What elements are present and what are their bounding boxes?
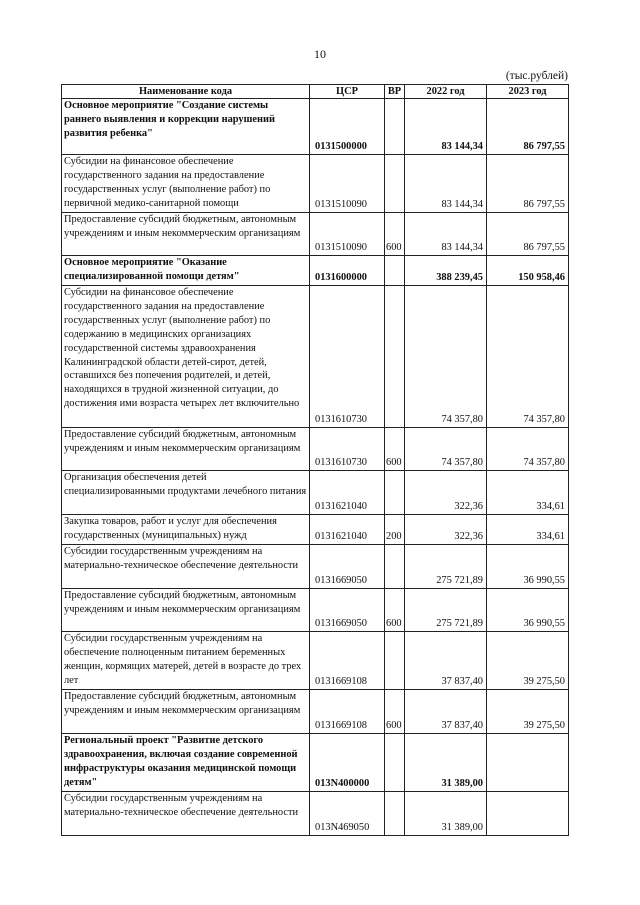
row-vr-code bbox=[385, 256, 405, 286]
table-row bbox=[62, 734, 569, 792]
row-vr-code bbox=[385, 155, 405, 213]
row-amount-2022: 31 389,00 bbox=[405, 734, 487, 792]
table-row bbox=[62, 155, 569, 213]
row-amount-2022: 322,36 bbox=[405, 515, 487, 545]
table-row bbox=[62, 286, 569, 428]
row-amount-2023: 86 797,55 bbox=[487, 99, 569, 155]
row-vr-code bbox=[385, 286, 405, 428]
table-row bbox=[62, 428, 569, 471]
row-amount-2022: 322,36 bbox=[405, 471, 487, 515]
row-csr-code: 0131500000 bbox=[310, 99, 385, 155]
row-csr-code: 0131621040 bbox=[310, 471, 385, 515]
header-vr: ВР bbox=[385, 85, 405, 99]
row-amount-2023: 74 357,80 bbox=[487, 428, 569, 471]
row-amount-2022: 83 144,34 bbox=[405, 155, 487, 213]
row-name: Субсидии государственным учреждениям на материально-техническое обеспечение деятельности bbox=[62, 792, 310, 836]
row-name: Субсидии государственным учреждениям на обеспечение полноценным питанием беременных женщин, кормящих матерей, детей в возрасте до трех лет bbox=[62, 632, 310, 690]
row-name: Организация обеспечения детей специализированными продуктами лечебного питания bbox=[62, 471, 310, 515]
row-amount-2023: 39 275,50 bbox=[487, 690, 569, 734]
row-amount-2023 bbox=[487, 792, 569, 836]
header-csr: ЦСР bbox=[310, 85, 385, 99]
row-amount-2023: 86 797,55 bbox=[487, 155, 569, 213]
table-row bbox=[62, 632, 569, 690]
row-vr-code bbox=[385, 734, 405, 792]
budget-table bbox=[61, 84, 569, 836]
row-csr-code: 0131621040 bbox=[310, 515, 385, 545]
units-label: (тыс.рублей) bbox=[505, 70, 568, 82]
table-row bbox=[62, 99, 569, 155]
row-vr-code bbox=[385, 792, 405, 836]
row-amount-2022: 275 721,89 bbox=[405, 545, 487, 589]
row-amount-2022: 388 239,45 bbox=[405, 256, 487, 286]
row-csr-code: 0131669050 bbox=[310, 545, 385, 589]
row-vr-code bbox=[385, 471, 405, 515]
row-amount-2022: 31 389,00 bbox=[405, 792, 487, 836]
row-amount-2022: 37 837,40 bbox=[405, 690, 487, 734]
row-name: Предоставление субсидий бюджетным, автономным учреждениям и иным некоммерческим организациям bbox=[62, 690, 310, 734]
row-name: Предоставление субсидий бюджетным, автономным учреждениям и иным некоммерческим организациям bbox=[62, 213, 310, 256]
header-name: Наименование кода bbox=[62, 85, 310, 99]
table-row bbox=[62, 545, 569, 589]
row-amount-2022: 83 144,34 bbox=[405, 213, 487, 256]
row-amount-2023 bbox=[487, 734, 569, 792]
row-vr-code bbox=[385, 99, 405, 155]
table-row bbox=[62, 471, 569, 515]
row-vr-code: 600 bbox=[385, 428, 405, 471]
row-amount-2023: 74 357,80 bbox=[487, 286, 569, 428]
row-csr-code: 0131610730 bbox=[310, 428, 385, 471]
row-csr-code: 0131600000 bbox=[310, 256, 385, 286]
row-vr-code: 600 bbox=[385, 690, 405, 734]
table-row bbox=[62, 515, 569, 545]
row-name: Субсидии государственным учреждениям на материально-техническое обеспечение деятельности bbox=[62, 545, 310, 589]
row-name: Региональный проект "Развитие детского здравоохранения, включая создание современной инфраструктуры оказания медицинской помощи детям" bbox=[62, 734, 310, 792]
table-row bbox=[62, 213, 569, 256]
row-csr-code: 0131669050 bbox=[310, 589, 385, 632]
row-amount-2023: 39 275,50 bbox=[487, 632, 569, 690]
row-vr-code: 200 bbox=[385, 515, 405, 545]
row-amount-2023: 334,61 bbox=[487, 471, 569, 515]
row-amount-2023: 86 797,55 bbox=[487, 213, 569, 256]
table-row bbox=[62, 792, 569, 836]
row-name: Закупка товаров, работ и услуг для обеспечения государственных (муниципальных) нужд bbox=[62, 515, 310, 545]
row-amount-2023: 334,61 bbox=[487, 515, 569, 545]
table-row bbox=[62, 589, 569, 632]
row-csr-code: 013N400000 bbox=[310, 734, 385, 792]
row-csr-code: 013N469050 bbox=[310, 792, 385, 836]
row-csr-code: 0131669108 bbox=[310, 632, 385, 690]
row-amount-2022: 275 721,89 bbox=[405, 589, 487, 632]
row-name: Основное мероприятие "Оказание специализированной помощи детям" bbox=[62, 256, 310, 286]
table-row bbox=[62, 256, 569, 286]
row-amount-2022: 83 144,34 bbox=[405, 99, 487, 155]
row-amount-2022: 74 357,80 bbox=[405, 428, 487, 471]
row-amount-2023: 36 990,55 bbox=[487, 545, 569, 589]
row-vr-code bbox=[385, 632, 405, 690]
table-header-row bbox=[62, 85, 569, 99]
row-csr-code: 0131669108 bbox=[310, 690, 385, 734]
row-amount-2023: 150 958,46 bbox=[487, 256, 569, 286]
row-vr-code: 600 bbox=[385, 589, 405, 632]
row-vr-code bbox=[385, 545, 405, 589]
header-2022: 2022 год bbox=[405, 85, 487, 99]
header-2023: 2023 год bbox=[487, 85, 569, 99]
row-amount-2022: 74 357,80 bbox=[405, 286, 487, 428]
row-amount-2023: 36 990,55 bbox=[487, 589, 569, 632]
row-name: Предоставление субсидий бюджетным, автономным учреждениям и иным некоммерческим организациям bbox=[62, 428, 310, 471]
row-csr-code: 0131510090 bbox=[310, 213, 385, 256]
row-csr-code: 0131610730 bbox=[310, 286, 385, 428]
row-vr-code: 600 bbox=[385, 213, 405, 256]
row-name: Предоставление субсидий бюджетным, автономным учреждениям и иным некоммерческим организациям bbox=[62, 589, 310, 632]
row-name: Основное мероприятие "Создание системы раннего выявления и коррекции нарушений развития ребенка" bbox=[62, 99, 310, 155]
row-amount-2022: 37 837,40 bbox=[405, 632, 487, 690]
row-name: Субсидии на финансовое обеспечение государственного задания на предоставление государственных услуг (выполнение работ) по содержанию в медицинских организациях государственной системы здравоохранения Калининградской области детей-сирот, детей, оставшихся без попечения родителей, и детей, находящихся в трудной жизненной ситуации, до достижения ими возраста четырех лет включительно bbox=[62, 286, 310, 428]
row-csr-code: 0131510090 bbox=[310, 155, 385, 213]
row-name: Субсидии на финансовое обеспечение государственного задания на предоставление государственных услуг (выполнение работ) по первичной медико-санитарной помощи bbox=[62, 155, 310, 213]
page-number: 10 bbox=[314, 47, 326, 61]
table-row bbox=[62, 690, 569, 734]
